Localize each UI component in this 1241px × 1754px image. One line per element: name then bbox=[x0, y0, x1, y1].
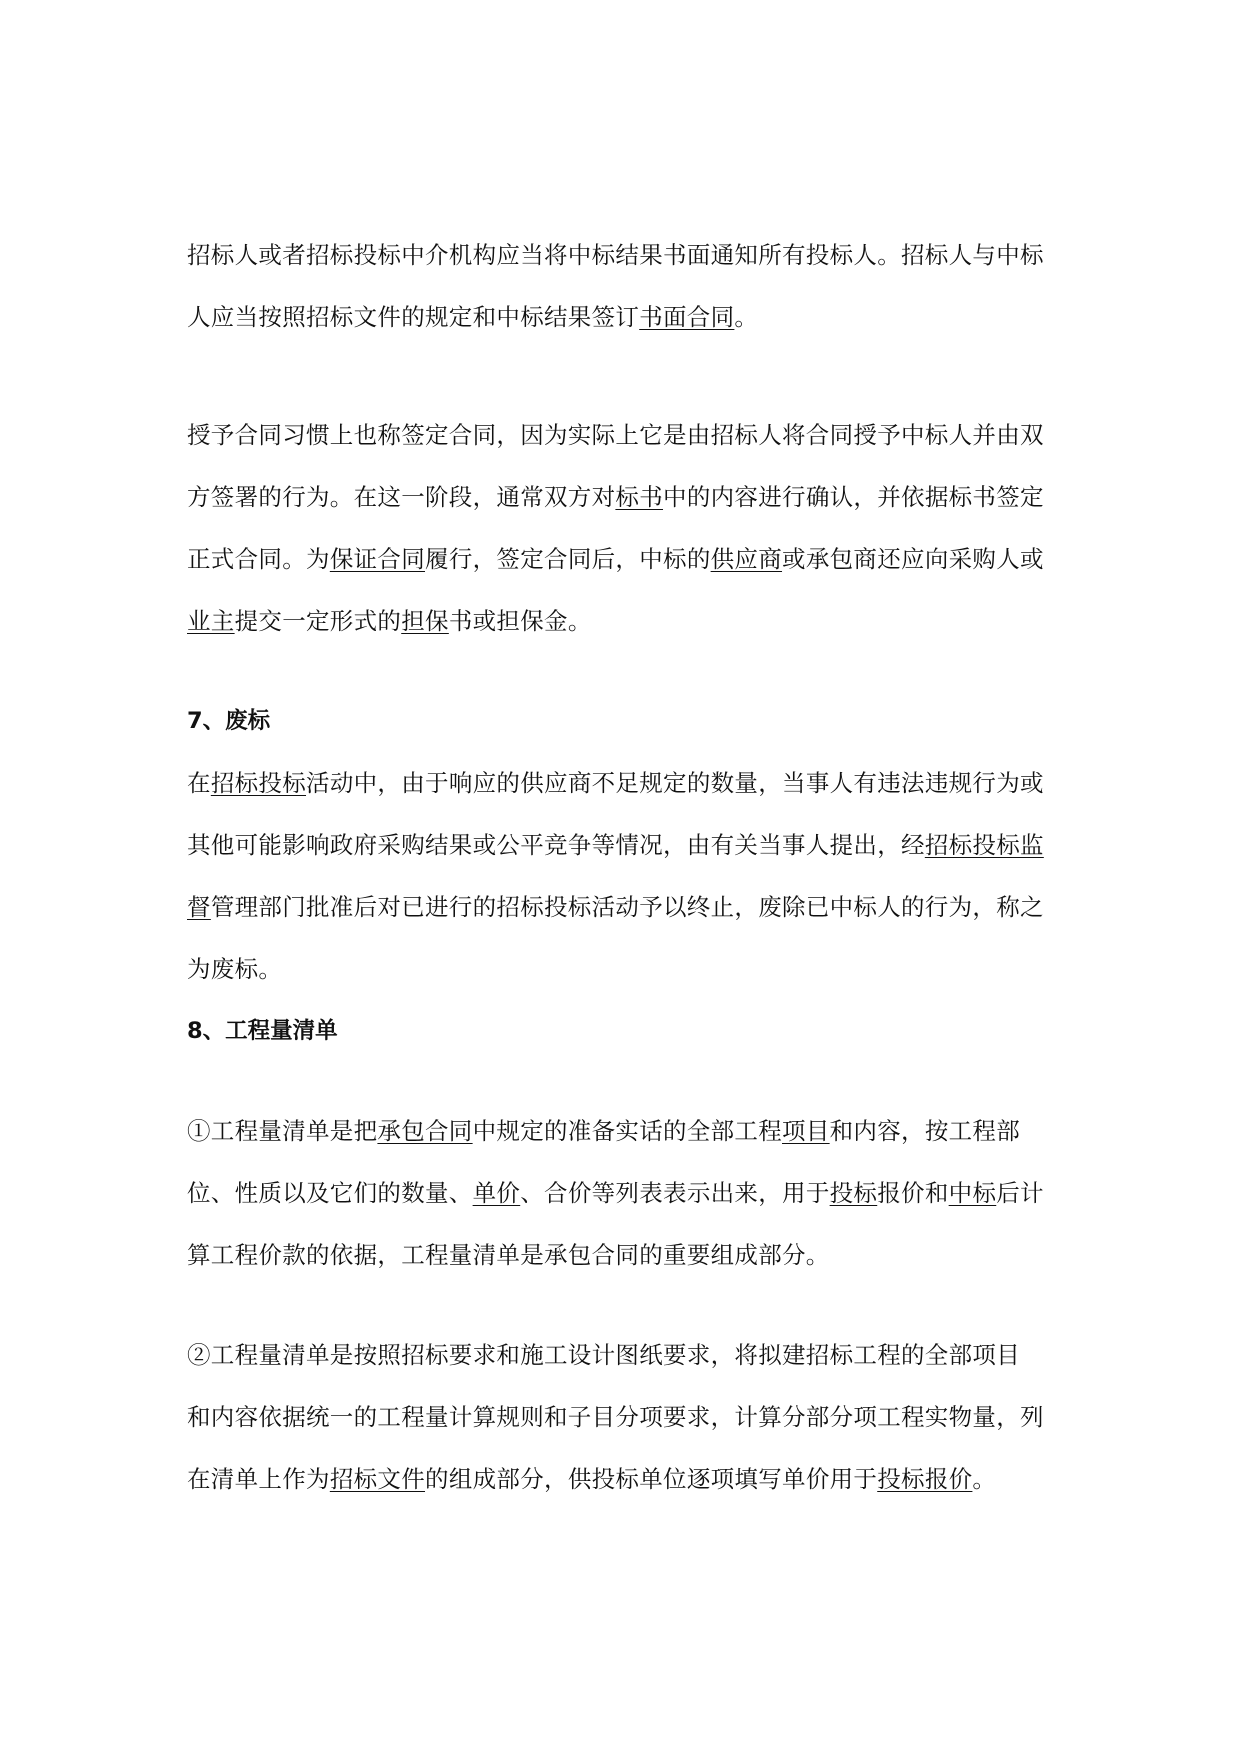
link-bid-document[interactable]: 标书 bbox=[615, 483, 664, 511]
text-run: 提交一定形式的 bbox=[234, 607, 402, 635]
paragraph-2-line-3 bbox=[187, 528, 1087, 590]
link-winning-bid[interactable]: 中标 bbox=[948, 1179, 997, 1207]
paragraph-4-line-2 bbox=[187, 1162, 1087, 1224]
text-run: 算工程价款的依据，工程量清单是承包合同的重要组成部分。 bbox=[187, 1241, 830, 1269]
link-guarantee[interactable]: 担保 bbox=[401, 607, 449, 635]
text-run: 后计 bbox=[996, 1179, 1044, 1207]
paragraph-3-line-3 bbox=[187, 876, 1087, 938]
paragraph-3-line-2 bbox=[187, 814, 1087, 876]
text-run: 和内容，按工程部 bbox=[829, 1117, 1021, 1145]
paragraph-2-line-1 bbox=[187, 404, 1087, 466]
text-run: 方签署的行为。在这一阶段，通常双方对 bbox=[187, 483, 616, 511]
paragraph-4-line-1 bbox=[187, 1100, 1087, 1162]
text-run: 在清单上作为 bbox=[187, 1465, 330, 1493]
text-run: 报价和 bbox=[877, 1179, 949, 1207]
text-run: ②工程量清单是按照招标要求和施工设计图纸要求，将拟建招标工程的全部项目 bbox=[187, 1341, 1020, 1369]
text-run: 。 bbox=[734, 303, 759, 331]
section-heading-8: 8、工程量清单 bbox=[187, 1018, 338, 1044]
link-bid-quotation[interactable]: 投标报价 bbox=[877, 1465, 973, 1493]
link-written-contract[interactable]: 书面合同 bbox=[639, 303, 735, 331]
text-run: 招标人或者招标投标中介机构应当将中标结果书面通知所有投标人。招标人与中标 bbox=[187, 241, 1044, 269]
link-supplier[interactable]: 供应商 bbox=[710, 545, 783, 573]
paragraph-5-line-1 bbox=[187, 1324, 1087, 1386]
link-bid[interactable]: 投标 bbox=[829, 1179, 878, 1207]
link-owner[interactable]: 业主 bbox=[187, 607, 235, 635]
paragraph-2-line-4 bbox=[187, 590, 1087, 652]
text-run: 人应当按照招标文件的规定和中标结果签订 bbox=[187, 303, 640, 331]
paragraph-5-line-2 bbox=[187, 1386, 1087, 1448]
text-run: 其他可能影响政府采购结果或公平竞争等情况，由有关当事人提出，经 bbox=[187, 831, 925, 859]
text-run: 和内容依据统一的工程量计算规则和子目分项要求，计算分部分项工程实物量，列 bbox=[187, 1403, 1044, 1431]
text-run: 为废标。 bbox=[187, 955, 283, 983]
text-run: 履行，签定合同后，中标的 bbox=[425, 545, 711, 573]
link-contract[interactable]: 承包合同 bbox=[377, 1117, 473, 1145]
paragraph-4-line-3 bbox=[187, 1224, 1087, 1286]
text-run: 、合价等列表表示出来，用于 bbox=[520, 1179, 830, 1207]
text-run: 书或担保金。 bbox=[448, 607, 592, 635]
document-page bbox=[187, 224, 1087, 1510]
link-project[interactable]: 项目 bbox=[782, 1117, 830, 1145]
link-bidding-supervision-cont[interactable]: 督 bbox=[187, 893, 211, 921]
section-heading-7: 7、废标 bbox=[187, 708, 271, 734]
paragraph-3-line-4 bbox=[187, 938, 1087, 1000]
text-run: 管理部门批准后对已进行的招标投标活动予以终止，废除已中标人的行为，称之 bbox=[210, 893, 1044, 921]
link-guarantee-contract[interactable]: 保证合同 bbox=[329, 545, 426, 573]
paragraph-1-line-1 bbox=[187, 224, 1087, 286]
paragraph-1-line-2 bbox=[187, 286, 1087, 348]
text-run: 的组成部分，供投标单位逐项填写单价用于 bbox=[425, 1465, 878, 1493]
text-run: 中规定的准备实话的全部工程 bbox=[472, 1117, 783, 1145]
text-run: 活动中，由于响应的供应商不足规定的数量，当事人有违法违规行为或 bbox=[306, 769, 1044, 797]
paragraph-5-line-3 bbox=[187, 1448, 1087, 1510]
text-run: 授予合同习惯上也称签定合同，因为实际上它是由招标人将合同授予中标人并由双 bbox=[187, 421, 1044, 449]
paragraph-2-line-2 bbox=[187, 466, 1087, 528]
link-bid-documents[interactable]: 招标文件 bbox=[329, 1465, 426, 1493]
text-run: ①工程量清单是把 bbox=[187, 1117, 378, 1145]
text-run: 位、性质以及它们的数量、 bbox=[187, 1179, 473, 1207]
text-run: 在 bbox=[187, 769, 211, 797]
text-run: 。 bbox=[972, 1465, 997, 1493]
link-bidding-supervision[interactable]: 招标投标监 bbox=[924, 831, 1044, 859]
text-run: 正式合同。为 bbox=[187, 545, 330, 573]
paragraph-3-line-1 bbox=[187, 752, 1087, 814]
text-run: 或承包商还应向采购人或 bbox=[782, 545, 1044, 573]
link-unit-price[interactable]: 单价 bbox=[472, 1179, 521, 1207]
text-run: 中的内容进行确认，并依据标书签定 bbox=[663, 483, 1044, 511]
link-bidding[interactable]: 招标投标 bbox=[210, 769, 307, 797]
